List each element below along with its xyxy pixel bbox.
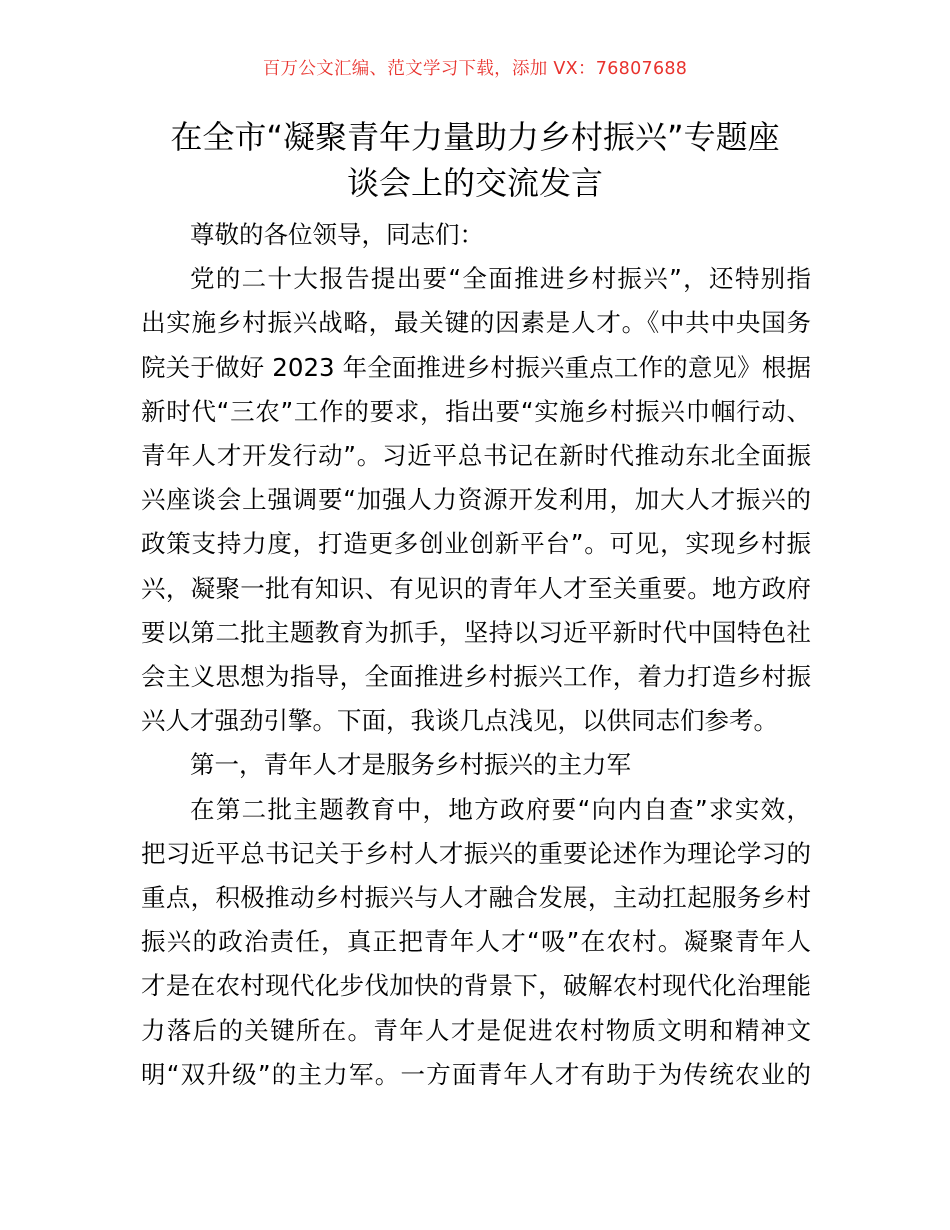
title-line-2: 谈会上的交流发言 <box>346 164 603 202</box>
text-line: 兴人才强劲引擎。下面，我谈几点浅见，以供同志们参考。 <box>141 706 778 736</box>
text-line: 新时代“三农”工作的要求，指出要“实施乡村振兴巾帼行动、 <box>141 396 811 426</box>
text-line: 党的二十大报告提出要“全面推进乡村振兴”，还特别指 <box>190 264 811 294</box>
header-watermark-note: 百万公文汇编、范文学习下载，添加 VX：76807688 <box>262 59 688 79</box>
title-line-1: 在全市“凝聚青年力量助力乡村振兴”专题座 <box>170 118 780 156</box>
document-body <box>141 213 811 1097</box>
text-line: 在第二批主题教育中，地方政府要“向内自查”求实效， <box>190 794 811 824</box>
paragraph-1 <box>141 257 811 743</box>
text-line: 才是在农村现代化步伐加快的背景下，破解农村现代化治理能 <box>141 971 811 1001</box>
section-heading-1 <box>141 743 811 787</box>
text-line: 尊敬的各位领导，同志们： <box>190 220 484 249</box>
text-line: 把习近平总书记关于乡村人才振兴的重要论述作为理论学习的 <box>141 838 811 868</box>
text-line: 兴，凝聚一批有知识、有见识的青年人才至关重要。地方政府 <box>141 573 811 603</box>
text-line: 出实施乡村振兴战略，最关键的因素是人才。《中共中央国务 <box>141 308 811 338</box>
text-line: 会主义思想为指导，全面推进乡村振兴工作，着力打造乡村振 <box>141 662 811 692</box>
text-line: 青年人才开发行动”。习近平总书记在新时代推动东北全面振 <box>141 441 811 471</box>
text-line: 要以第二批主题教育为抓手，坚持以习近平新时代中国特色社 <box>141 617 811 647</box>
text-line: 院关于做好 2023 年全面推进乡村振兴重点工作的意见》根据 <box>141 352 811 382</box>
text-line: 力落后的关键所在。青年人才是促进农村物质文明和精神文 <box>141 1015 811 1045</box>
page-title <box>138 114 812 206</box>
text-line: 重点，积极推动乡村振兴与人才融合发展，主动扛起服务乡村 <box>141 883 811 913</box>
text-line: 第一，青年人才是服务乡村振兴的主力军 <box>190 750 631 780</box>
text-line: 振兴的政治责任，真正把青年人才“吸”在农村。凝聚青年人 <box>141 927 811 957</box>
paragraph-2 <box>141 788 811 1097</box>
text-line: 明“双升级”的主力军。一方面青年人才有助于为传统农业的 <box>141 1059 811 1089</box>
salutation <box>141 213 811 257</box>
text-line: 政策支持力度，打造更多创业创新平台”。可见，实现乡村振 <box>141 529 811 559</box>
text-line: 兴座谈会上强调要“加强人力资源开发利用，加大人才振兴的 <box>141 485 811 515</box>
